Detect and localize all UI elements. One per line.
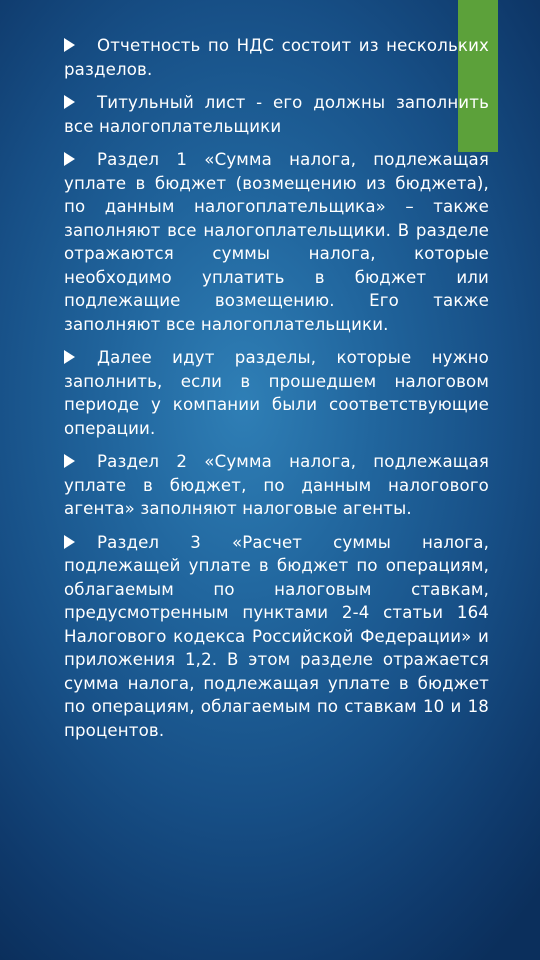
triangle-right-icon bbox=[64, 152, 75, 166]
bullet-text: Отчетность по НДС состоит из нескольких разделов. bbox=[64, 36, 489, 79]
bullet-text: Раздел 2 «Сумма налога, подлежащая уплате в бюджет, по данным налогового агента» заполняют налоговые агенты. bbox=[64, 452, 489, 518]
bullet-item bbox=[64, 148, 489, 336]
bullet-text: Раздел 1 «Сумма налога, подлежащая уплате в бюджет (возмещению из бюджета), по данным налогоплательщика» – также заполняют все налогоплательщики. В разделе отражаются суммы налога, которые необходимо уплатить в бюджет или подлежащие возмещению. Его также заполняют все налогоплательщики. bbox=[64, 150, 489, 334]
triangle-right-icon bbox=[64, 454, 75, 468]
bullet-item bbox=[64, 34, 489, 81]
triangle-right-icon bbox=[64, 535, 75, 549]
bullet-item bbox=[64, 91, 489, 138]
triangle-right-icon bbox=[64, 38, 75, 52]
slide-content bbox=[64, 34, 489, 752]
bullet-text: Далее идут разделы, которые нужно заполнить, если в прошедшем налоговом периоде у компании были соответствующие операции. bbox=[64, 348, 489, 438]
bullet-item bbox=[64, 346, 489, 440]
bullet-text: Титульный лист - его должны заполнить все налогоплательщики bbox=[64, 93, 489, 136]
bullet-item bbox=[64, 531, 489, 743]
triangle-right-icon bbox=[64, 350, 75, 364]
bullet-item bbox=[64, 450, 489, 521]
triangle-right-icon bbox=[64, 95, 75, 109]
bullet-text: Раздел 3 «Расчет суммы налога, подлежащей уплате в бюджет по операциям, облагаемым по налоговым ставкам, предусмотренным пунктами 2-4 статьи 164 Налогового кодекса Российской Федерации» и приложения 1,2. В этом разделе отражается сумма налога, подлежащая уплате в бюджет по операциям, облагаемым по ставкам 10 и 18 процентов. bbox=[64, 532, 489, 740]
